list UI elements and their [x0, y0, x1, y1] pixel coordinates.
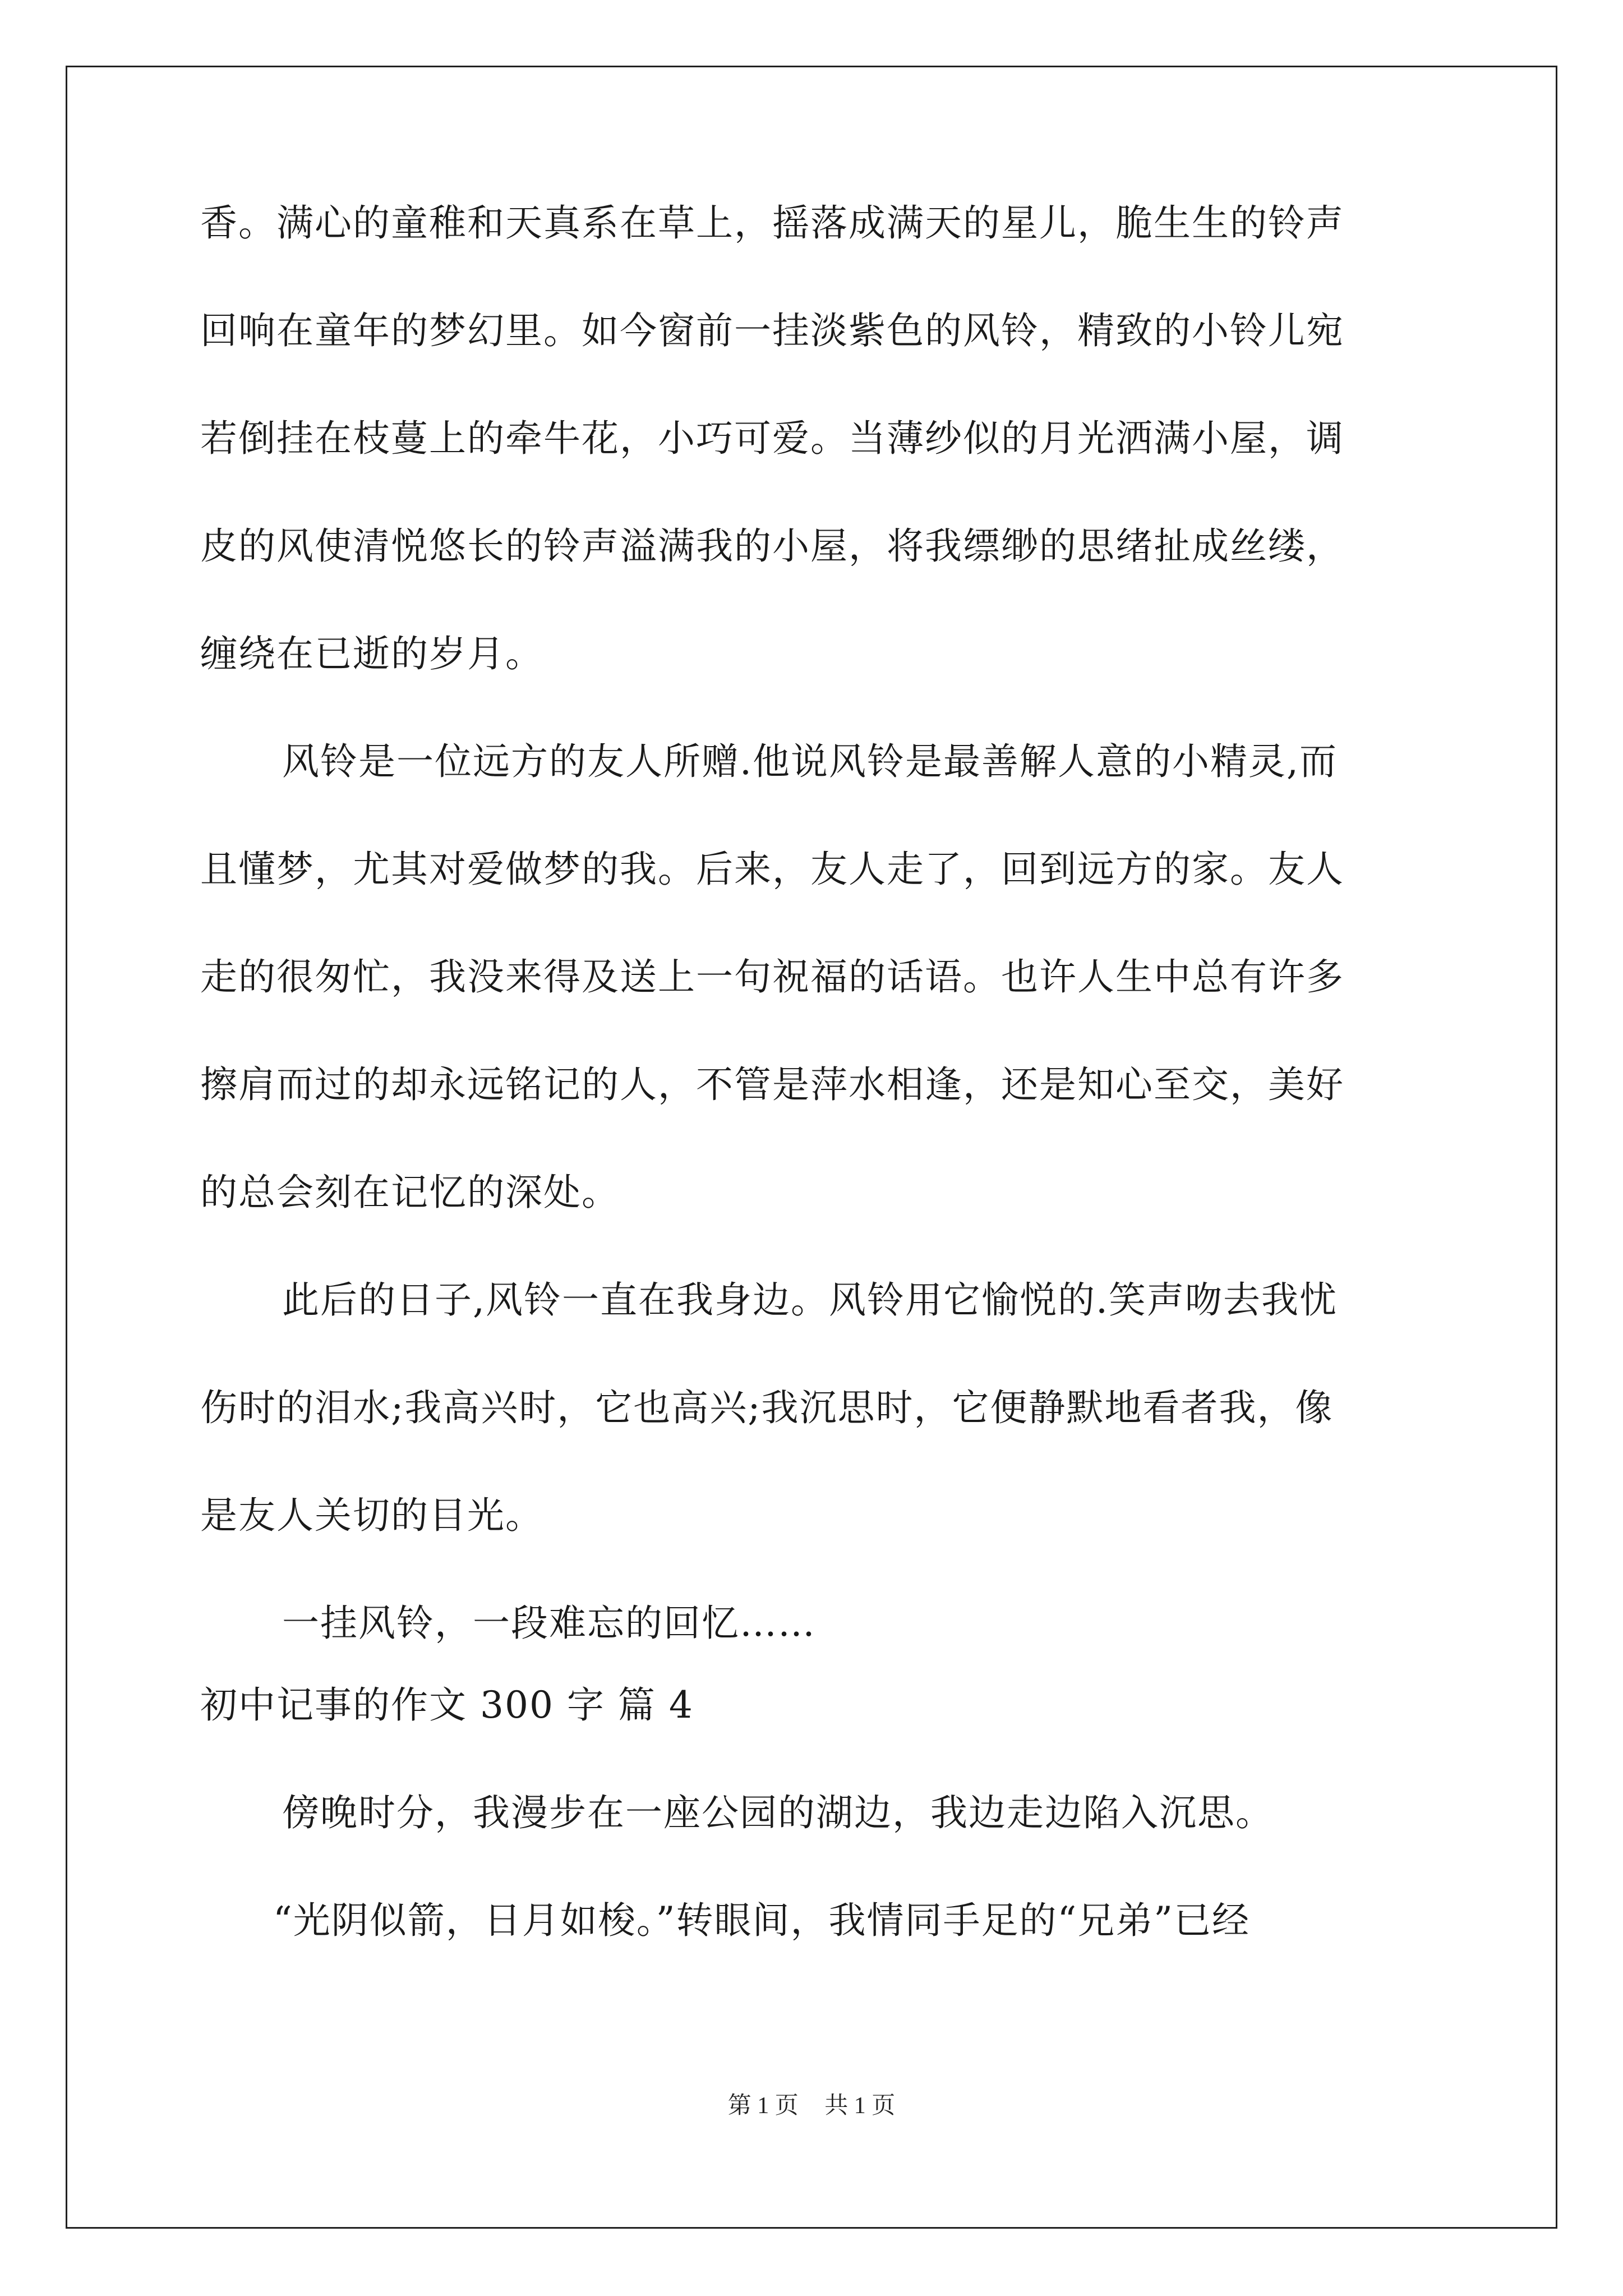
text-line: 的总会刻在记忆的深处。 [200, 1171, 620, 1214]
text-line: 走的很匆忙，我没来得及送上一句祝福的话语。也许人生中总有许多 [200, 955, 1344, 999]
text-line: 一挂风铃，一段难忘的回忆…… [282, 1602, 816, 1645]
text-line: 是友人关切的目光。 [200, 1494, 543, 1537]
text-line: 若倒挂在枝蔓上的牵牛花，小巧可爱。当薄纱似的月光洒满小屋，调 [200, 417, 1344, 460]
text-line: 伤时的泪水;我高兴时，它也高兴;我沉思时，它便静默地看者我，像 [200, 1386, 1334, 1429]
section-heading: 初中记事的作文 300 字 篇 4 [200, 1683, 694, 1727]
page-total: 共 1 页 [824, 2093, 896, 2119]
paragraph [200, 1894, 1428, 1948]
text-line: 缠绕在已逝的岁月。 [200, 632, 543, 675]
text-line: 回响在童年的梦幻里。如今窗前一挂淡紫色的风铃，精致的小铃儿宛 [200, 309, 1344, 352]
paragraph [200, 196, 1428, 681]
paragraph [200, 1273, 1428, 1543]
page-footer [0, 2087, 1623, 2120]
text-line: 香。满心的童稚和天真系在草上，摇落成满天的星儿，脆生生的铃声 [200, 201, 1344, 245]
text-line: “光阴似箭，日月如梭。”转眼间，我情同手足的“兄弟”已经 [273, 1899, 1250, 1942]
text-line: 此后的日子,风铃一直在我身边。风铃用它愉悦的.笑声吻去我忧 [282, 1278, 1338, 1322]
paragraph [200, 1596, 1428, 1650]
page-number: 第 1 页 [727, 2093, 799, 2119]
text-line: 傍晚时分，我漫步在一座公园的湖边，我边走边陷入沉思。 [282, 1791, 1274, 1834]
document-body [200, 196, 1428, 1948]
text-line: 风铃是一位远方的友人所赠.他说风铃是最善解人意的小精灵,而 [282, 740, 1338, 783]
text-line: 且懂梦，尤其对爱做梦的我。后来，友人走了，回到远方的家。友人 [200, 848, 1344, 891]
paragraph [200, 1786, 1428, 1840]
text-line: 皮的风使清悦悠长的铃声溢满我的小屋，将我缥缈的思绪扯成丝缕， [200, 524, 1344, 568]
paragraph [200, 735, 1428, 1220]
text-line: 擦肩而过的却永远铭记的人，不管是萍水相逢，还是知心至交，美好 [200, 1063, 1344, 1106]
